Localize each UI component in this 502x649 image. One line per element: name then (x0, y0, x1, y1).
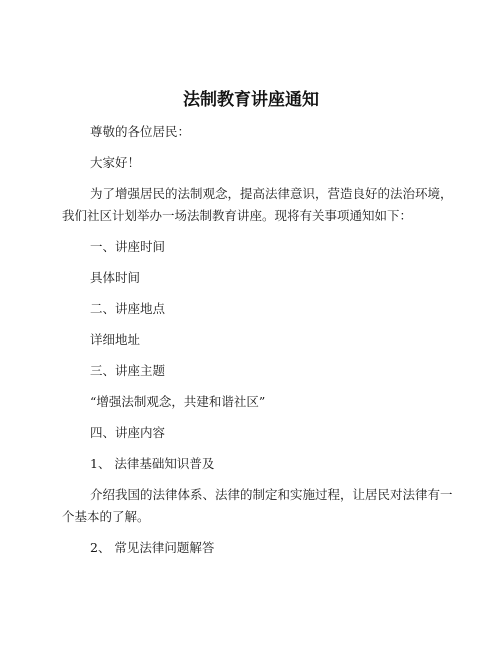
content-item-2-heading: 2、 常见法律问题解答 (90, 540, 215, 555)
section-heading-content: 四、讲座内容 (90, 425, 166, 440)
intro-paragraph-line-1: 为了增强居民的法制观念，提高法律意识，营造良好的法治环境， (90, 186, 453, 201)
section-body-theme: “增强法制观念，共建和谐社区” (90, 394, 266, 409)
document-title: 法制教育讲座通知 (183, 90, 319, 110)
intro-paragraph-line-2: 我们社区计划举办一场法制教育讲座。现将有关事项通知如下： (62, 208, 413, 223)
section-body-location: 详细地址 (90, 332, 141, 347)
content-item-1-line-1: 介绍我国的法律体系、法律的制定和实施过程，让居民对法律有一 (90, 487, 453, 502)
section-heading-theme: 三、讲座主题 (90, 363, 166, 378)
greeting: 大家好！ (90, 155, 141, 170)
section-heading-time: 一、讲座时间 (90, 239, 166, 254)
salutation: 尊敬的各位居民： (90, 124, 191, 139)
content-item-1-heading: 1、 法律基础知识普及 (90, 456, 215, 471)
section-heading-location: 二、讲座地点 (90, 301, 166, 316)
section-body-time: 具体时间 (90, 270, 141, 285)
content-item-1-line-2: 个基本的了解。 (62, 509, 150, 524)
